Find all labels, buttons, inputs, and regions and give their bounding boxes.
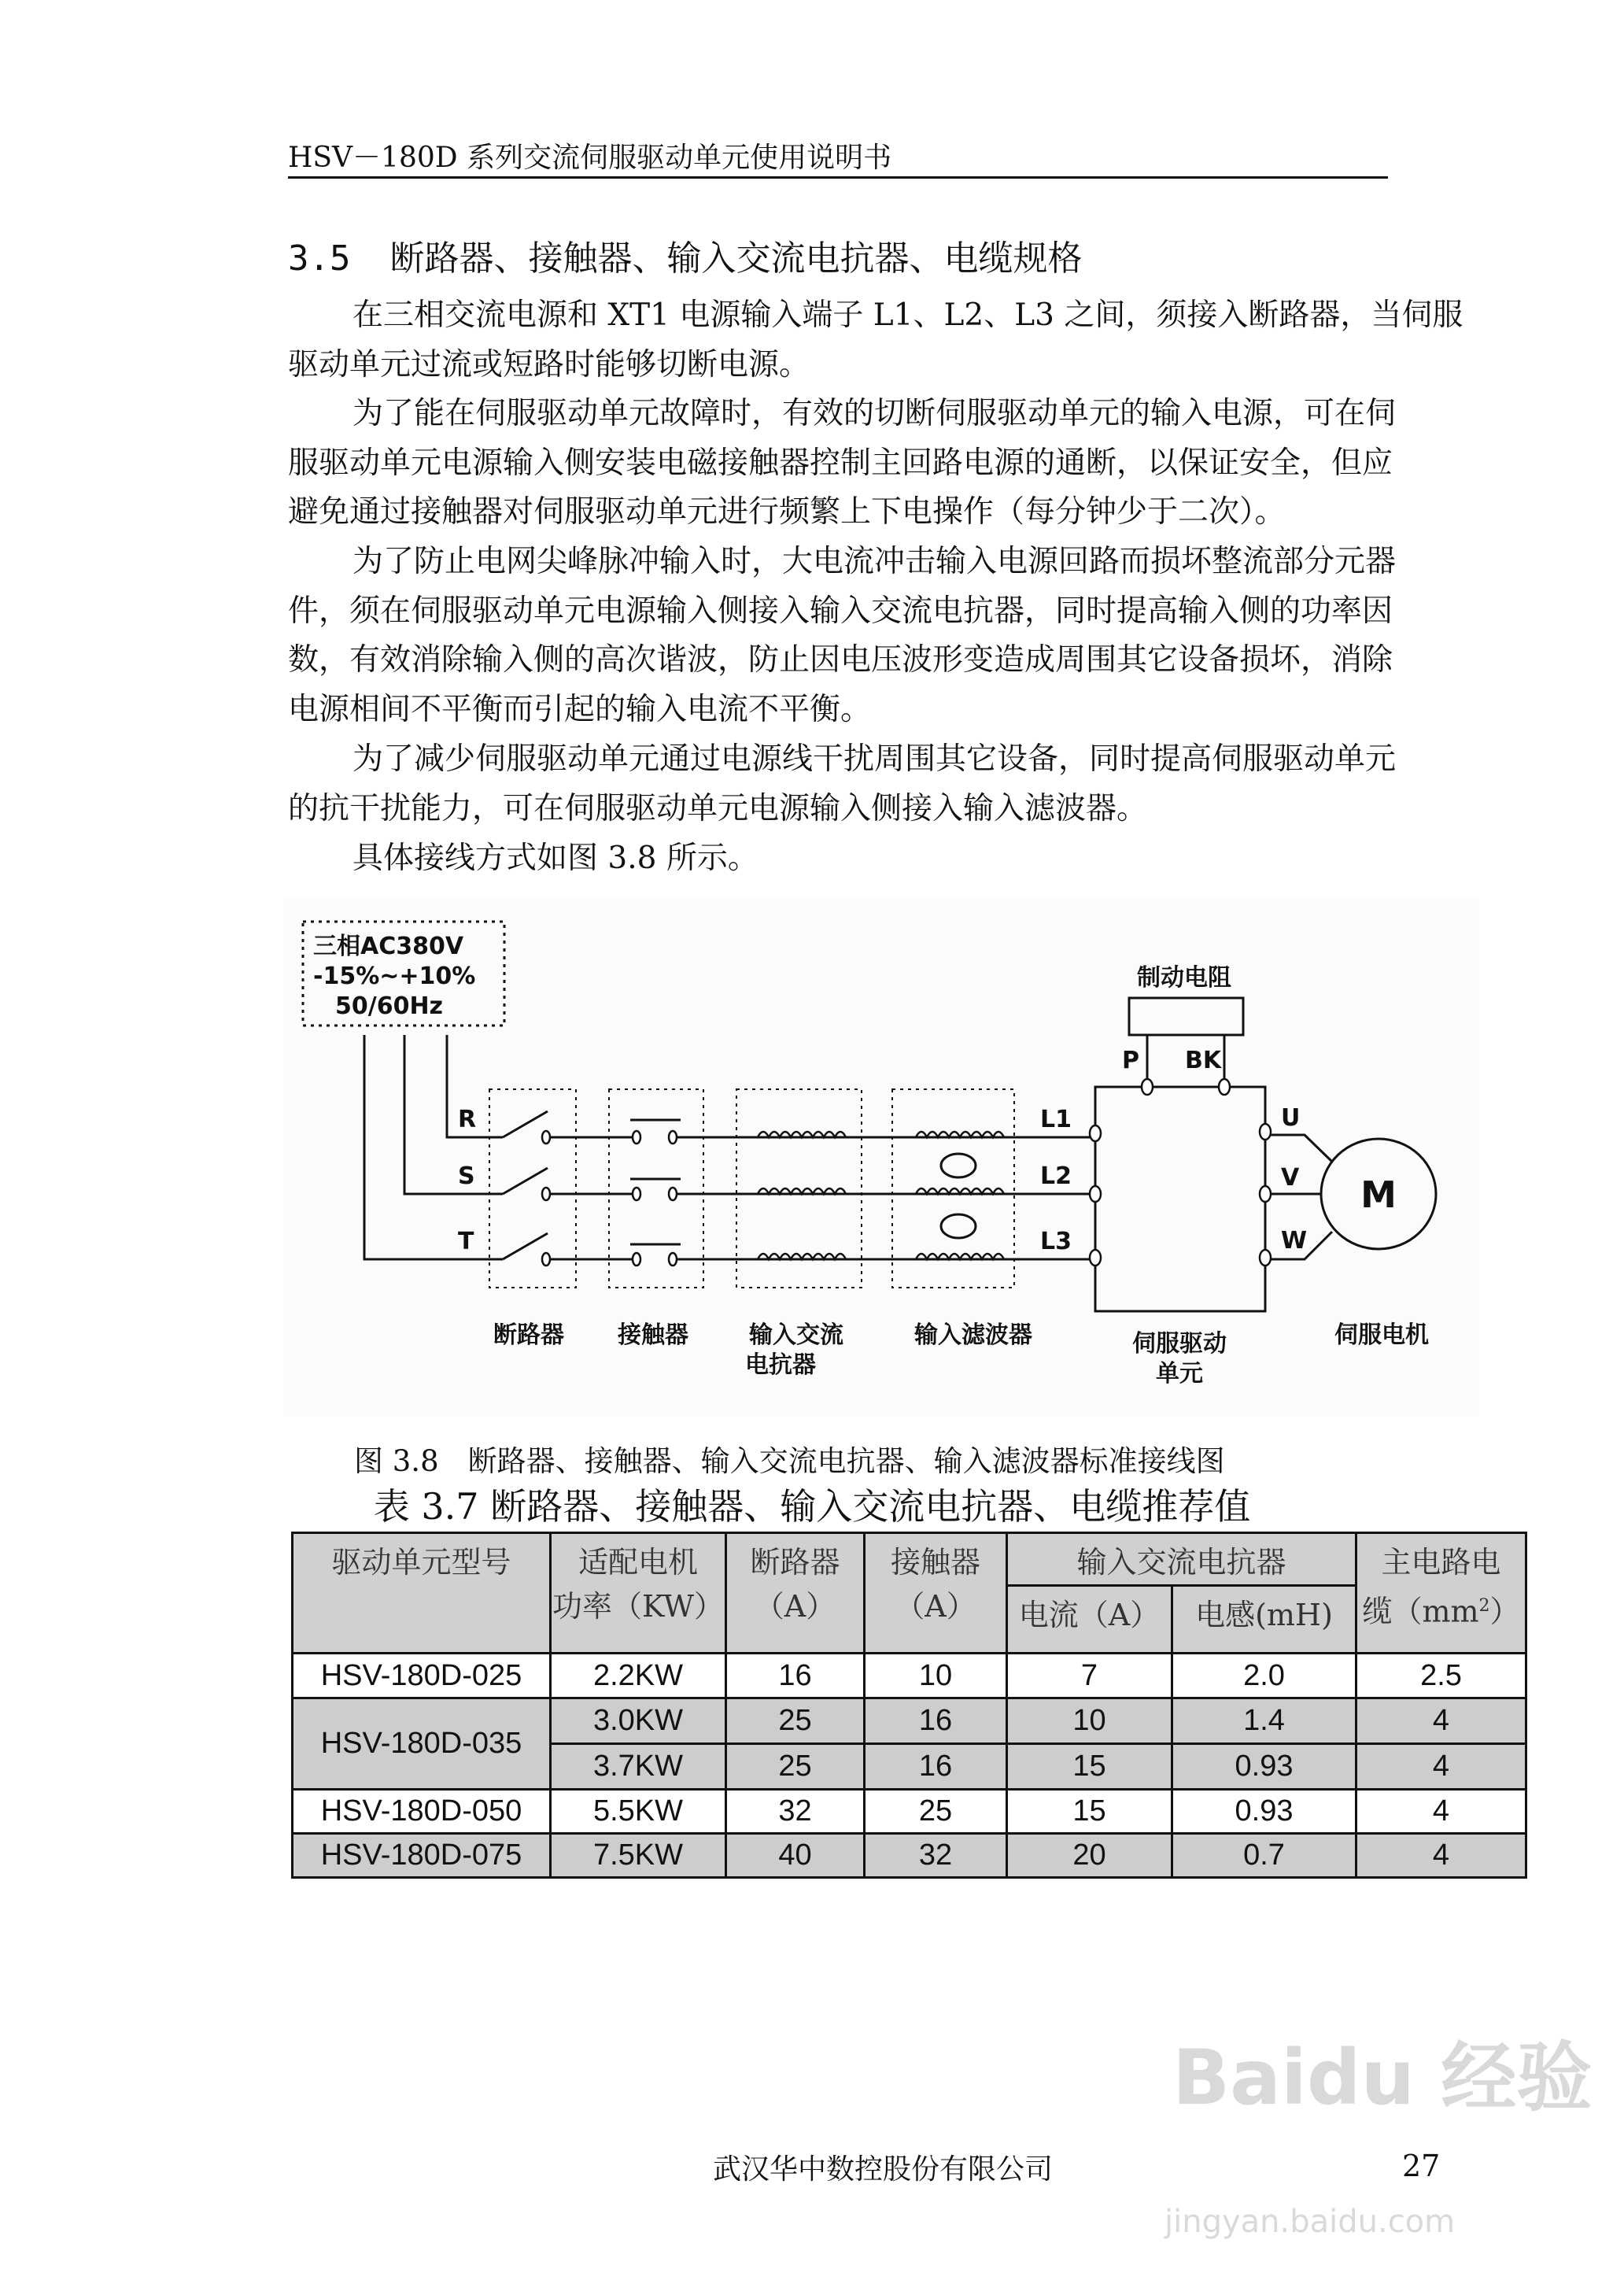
header-reactor: 输入交流电抗器 [1007, 1533, 1356, 1586]
text-line: 为了能在伺服驱动单元故障时，有效的切断伺服驱动单元的输入电源，可在伺 [352, 396, 1397, 431]
table-caption: 表 3.7 断路器、接触器、输入交流电抗器、电缆推荐值 [373, 1485, 1251, 1528]
output-label-v: V [1281, 1164, 1300, 1192]
paragraph-1 [288, 291, 1500, 390]
text-line: 驱动单元过流或短路时能够切断电源。 [288, 346, 810, 382]
phase-label-s: S [458, 1162, 475, 1190]
section-number: 3.5 [288, 238, 351, 279]
paragraph-5 [288, 834, 1500, 884]
phase-label-t: T [458, 1228, 474, 1255]
input-label-l1: L1 [1040, 1106, 1072, 1133]
input-label-l3: L3 [1040, 1228, 1072, 1255]
table-row: 3.7KW 25 16 15 0.93 4 [293, 1744, 1526, 1790]
header-inductance: 电感(mH) [1172, 1586, 1356, 1654]
table-row: HSV-180D-050 5.5KW 32 25 15 0.93 4 [293, 1790, 1526, 1834]
document-header: HSV－180D 系列交流伺服驱动单元使用说明书 [288, 142, 892, 174]
watermark-url: jingyan.baidu.com [1164, 2204, 1456, 2240]
label-reactor-1: 输入交流 [749, 1321, 843, 1349]
label-filter: 输入滤波器 [914, 1321, 1032, 1349]
header-contactor: 接触器 （A） [865, 1533, 1007, 1654]
brake-resistor-box [1129, 998, 1243, 1035]
source-tolerance: -15%~+10% [313, 963, 476, 990]
text-line: 在三相交流电源和 XT1 电源输入端子 L1、L2、L3 之间，须接入断路器，当伺服 [352, 298, 1463, 333]
brake-resistor-label: 制动电阻 [1137, 964, 1231, 992]
footer-company: 武汉华中数控股份有限公司 [713, 2153, 1054, 2186]
terminals [542, 1079, 1271, 1266]
wiring-diagram [283, 897, 1479, 1417]
figure-caption: 图 3.8 断路器、接触器、输入交流电抗器、输入滤波器标准接线图 [354, 1444, 1225, 1478]
table-row: HSV-180D-035 3.0KW 25 16 10 1.4 4 [293, 1698, 1526, 1744]
text-line: 避免通过接触器对伺服驱动单元进行频繁上下电操作（每分钟少于二次）。 [288, 494, 1286, 530]
text-line: 为了防止电网尖峰脉冲输入时，大电流冲击输入电源回路而损坏整流部分元器 [352, 544, 1397, 579]
drive-unit-box [1095, 1087, 1265, 1311]
label-reactor-2: 电抗器 [745, 1351, 816, 1379]
wire-s [404, 1035, 503, 1194]
header-divider [288, 176, 1388, 179]
wire-t [364, 1035, 503, 1259]
spec-table [291, 1532, 1527, 1879]
source-voltage: 三相AC380V [313, 933, 464, 960]
paragraph-2 [288, 390, 1500, 538]
filter-core-1 [941, 1154, 976, 1177]
table-row: HSV-180D-075 7.5KW 40 32 20 0.7 4 [293, 1834, 1526, 1878]
text-line: 的抗干扰能力，可在伺服驱动单元电源输入侧接入输入滤波器。 [288, 790, 1148, 826]
coils [758, 1132, 1004, 1259]
label-drive-1: 伺服驱动 [1132, 1330, 1227, 1358]
label-motor: 伺服电机 [1334, 1321, 1429, 1349]
output-label-u: U [1281, 1104, 1301, 1132]
phase-lines [549, 1137, 1095, 1259]
source-frequency: 50/60Hz [335, 992, 444, 1020]
header-model: 驱动单元型号 [293, 1533, 551, 1654]
header-breaker: 断路器 （A） [726, 1533, 865, 1654]
filter-core-2 [941, 1214, 976, 1238]
input-label-l2: L2 [1040, 1162, 1072, 1190]
text-line: 数，有效消除输入侧的高次谐波，防止因电压波形变造成周围其它设备损坏，消除 [288, 642, 1393, 678]
label-breaker: 断路器 [493, 1321, 564, 1349]
header-current: 电流（A） [1007, 1586, 1172, 1654]
header-power: 适配电机 功率（KW） [551, 1533, 726, 1654]
label-contactor: 接触器 [618, 1321, 688, 1349]
text-line: 电源相间不平衡而引起的输入电流不平衡。 [288, 691, 872, 727]
brake-terminal-p: P [1122, 1047, 1139, 1074]
text-line: 为了减少伺服驱动单元通过电源线干扰周围其它设备，同时提高伺服驱动单元 [352, 741, 1397, 777]
watermark-logo: Baidu 经验 [1172, 2034, 1593, 2122]
motor-symbol: M [1360, 1173, 1397, 1216]
text-line: 服驱动单元电源输入侧安装电磁接触器控制主回路电源的通断，以保证安全，但应 [288, 445, 1393, 481]
section-title: 断路器、接触器、输入交流电抗器、电缆规格 [389, 238, 1083, 279]
header-cable: 主电路电 缆$(mm^2)$ [1356, 1533, 1526, 1654]
text-line: 具体接线方式如图 3.8 所示。 [352, 841, 758, 876]
table-row: HSV-180D-025 2.2KW 16 10 7 2.0 2.5 [293, 1654, 1526, 1698]
phase-label-r: R [458, 1106, 477, 1133]
page-number: 27 [1402, 2149, 1441, 2183]
section-heading [288, 230, 1082, 280]
brake-terminal-bk: BK [1185, 1047, 1222, 1074]
text-line: 件，须在伺服驱动单元电源输入侧接入输入交流电抗器，同时提高输入侧的功率因 [288, 593, 1393, 629]
breaker-switches [503, 1111, 548, 1259]
paragraph-3 [288, 538, 1500, 734]
output-label-w: W [1281, 1227, 1308, 1255]
paragraph-4 [288, 735, 1500, 833]
label-drive-2: 单元 [1156, 1360, 1203, 1388]
